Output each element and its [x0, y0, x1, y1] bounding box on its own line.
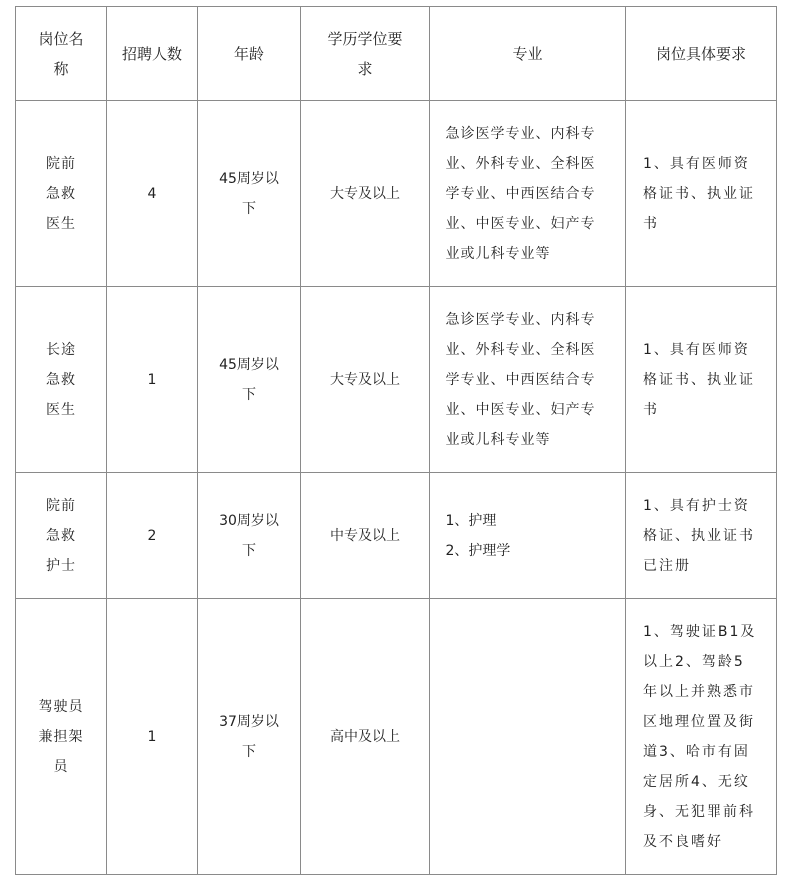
header-count: 招聘人数 — [107, 7, 198, 101]
cell-requirements: 1、具有医师资格证书、执业证书 — [626, 287, 777, 473]
cell-major — [430, 473, 626, 599]
table-row — [16, 101, 777, 287]
cell-position: 院前急救护士 — [16, 473, 107, 599]
cell-age: 45周岁以下 — [198, 287, 301, 473]
cell-education: 高中及以上 — [301, 599, 430, 875]
cell-education: 中专及以上 — [301, 473, 430, 599]
header-education: 学历学位要求 — [301, 7, 430, 101]
major-item: 2、护理学 — [445, 542, 511, 559]
table-row — [16, 287, 777, 473]
major-item: 1、护理 — [445, 512, 497, 529]
cell-requirements: 1、具有医师资格证书、执业证书 — [626, 101, 777, 287]
cell-position: 长途急救医生 — [16, 287, 107, 473]
table-row — [16, 473, 777, 599]
table-row — [16, 599, 777, 875]
cell-position: 院前急救医生 — [16, 101, 107, 287]
cell-count: 1 — [107, 287, 198, 473]
header-major: 专业 — [430, 7, 626, 101]
cell-count: 1 — [107, 599, 198, 875]
header-position: 岗位名称 — [16, 7, 107, 101]
cell-major: 急诊医学专业、内科专业、外科专业、全科医学专业、中西医结合专业、中医专业、妇产专业或儿科专业等 — [430, 287, 626, 473]
recruitment-table — [15, 6, 777, 875]
cell-major: 急诊医学专业、内科专业、外科专业、全科医学专业、中西医结合专业、中医专业、妇产专业或儿科专业等 — [430, 101, 626, 287]
cell-age: 30周岁以下 — [198, 473, 301, 599]
cell-count: 2 — [107, 473, 198, 599]
cell-education: 大专及以上 — [301, 101, 430, 287]
cell-age: 45周岁以下 — [198, 101, 301, 287]
header-age: 年龄 — [198, 7, 301, 101]
cell-age: 37周岁以下 — [198, 599, 301, 875]
header-requirements: 岗位具体要求 — [626, 7, 777, 101]
header-row — [16, 7, 777, 101]
cell-education: 大专及以上 — [301, 287, 430, 473]
cell-requirements: 1、驾驶证B1及以上2、驾龄5年以上并熟悉市区地理位置及街道3、哈市有固定居所4、无纹身、无犯罪前科及不良嗜好 — [626, 599, 777, 875]
cell-requirements: 1、具有护士资格证、执业证书已注册 — [626, 473, 777, 599]
cell-position: 驾驶员兼担架员 — [16, 599, 107, 875]
cell-major — [430, 599, 626, 875]
cell-count: 4 — [107, 101, 198, 287]
